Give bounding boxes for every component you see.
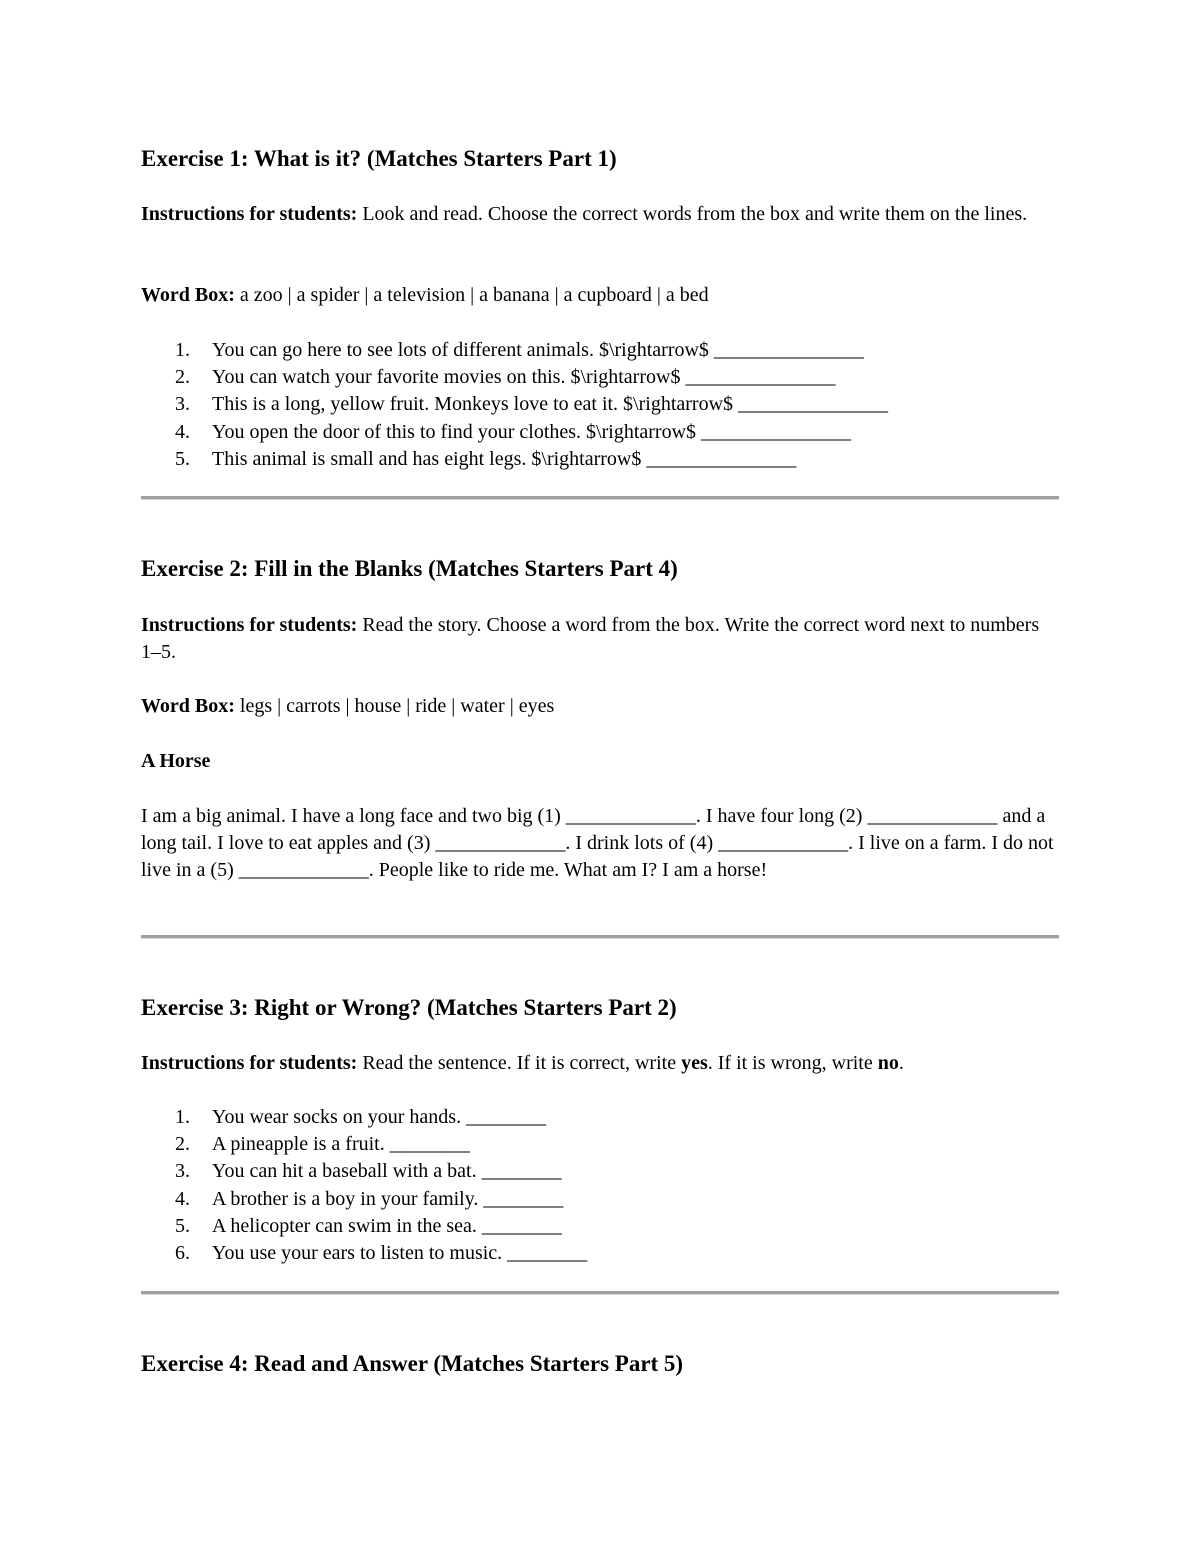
exercise-3-title: Exercise 3: Right or Wrong? (Matches Starters Part 2) — [141, 995, 677, 1020]
item-text: A brother is a boy in your family. ________ — [212, 1187, 564, 1210]
item-number: 4. — [175, 420, 190, 443]
instructions-text: Look and read. Choose the correct words from the box and write them on the lines. — [357, 203, 1028, 225]
item-text: You can go here to see lots of different animals. $\rightarrow$ _______________ — [212, 339, 864, 361]
item-number: 5. — [175, 1214, 190, 1237]
item-number: 1. — [175, 339, 190, 361]
list-item — [141, 446, 888, 473]
exercise-1-instructions — [141, 201, 1059, 228]
word-box-label: Word Box: — [141, 695, 235, 717]
instructions-text: . — [898, 1052, 904, 1074]
item-number: 2. — [175, 366, 190, 389]
exercise-2-instructions — [141, 612, 1059, 666]
instructions-label: Instructions for students: — [141, 203, 358, 225]
exercise-3-instructions — [141, 1050, 1059, 1077]
item-number: 4. — [175, 1187, 190, 1210]
item-text: This animal is small and has eight legs. $\rightarrow$ _______________ — [212, 447, 797, 470]
story-title: A Horse — [141, 750, 211, 772]
yes-keyword: yes — [681, 1052, 708, 1074]
instructions-label: Instructions for students: — [141, 614, 358, 636]
item-text: You wear socks on your hands. ________ — [212, 1106, 547, 1128]
word-box-text: a zoo | a spider | a television | a banana | a cupboard | a bed — [234, 284, 709, 306]
item-number: 2. — [175, 1133, 190, 1156]
exercise-1-word-box — [141, 282, 1059, 309]
list-item — [141, 1240, 587, 1267]
exercise-2-word-box — [141, 693, 1059, 720]
section-divider — [141, 496, 1059, 500]
list-item — [141, 391, 888, 418]
instructions-text: . If it is wrong, write — [707, 1052, 878, 1074]
item-number: 3. — [175, 393, 190, 416]
word-box-text: legs | carrots | house | ride | water | eyes — [234, 695, 555, 717]
word-box-label: Word Box: — [141, 284, 235, 306]
section-divider — [141, 1291, 1059, 1295]
item-text: This is a long, yellow fruit. Monkeys love to eat it. $\rightarrow$ _______________ — [212, 393, 889, 416]
list-item — [141, 364, 888, 391]
instructions-text: Read the sentence. If it is correct, write — [357, 1052, 682, 1074]
item-text: A helicopter can swim in the sea. ________ — [212, 1214, 562, 1237]
section-divider — [141, 935, 1059, 939]
instructions-label: Instructions for students: — [141, 1052, 358, 1074]
list-item — [141, 1186, 587, 1213]
exercise-2-title: Exercise 2: Fill in the Blanks (Matches Starters Part 4) — [141, 556, 678, 581]
item-text: A pineapple is a fruit. ________ — [212, 1133, 470, 1156]
item-text: You can hit a baseball with a bat. ________ — [212, 1160, 562, 1183]
list-item — [141, 1213, 587, 1240]
list-item — [141, 1104, 587, 1131]
item-number: 3. — [175, 1160, 190, 1183]
no-keyword: no — [877, 1052, 899, 1074]
list-item — [141, 419, 888, 446]
exercise-1-title: Exercise 1: What is it? (Matches Starters Part 1) — [141, 146, 617, 171]
exercise-1-list — [141, 337, 888, 473]
item-number: 5. — [175, 447, 190, 470]
story-text: I am a big animal. I have a long face and two big (1) _____________. I have four long (2) _____________ and a long tail. I love to eat apples and (3) _____________. I drink lots of (4) _____________. I live on a farm. I do not live in a (5) _____________. People like to ride me. What am I? I am a horse! — [141, 805, 1054, 881]
item-number: 1. — [175, 1106, 190, 1128]
instructions-text: Read the story. Choose a word from the box. Write the correct word next to numbers 1–5. — [141, 614, 1040, 663]
item-number: 6. — [175, 1242, 190, 1265]
exercise-3-list — [141, 1104, 587, 1267]
list-item — [141, 337, 888, 364]
list-item — [141, 1158, 587, 1185]
list-item — [141, 1131, 587, 1158]
item-text: You open the door of this to find your clothes. $\rightarrow$ _______________ — [212, 420, 852, 443]
exercise-4-title: Exercise 4: Read and Answer (Matches Starters Part 5) — [141, 1351, 684, 1376]
item-text: You use your ears to listen to music. ________ — [212, 1242, 588, 1265]
item-text: You can watch your favorite movies on this. $\rightarrow$ _______________ — [212, 366, 836, 389]
